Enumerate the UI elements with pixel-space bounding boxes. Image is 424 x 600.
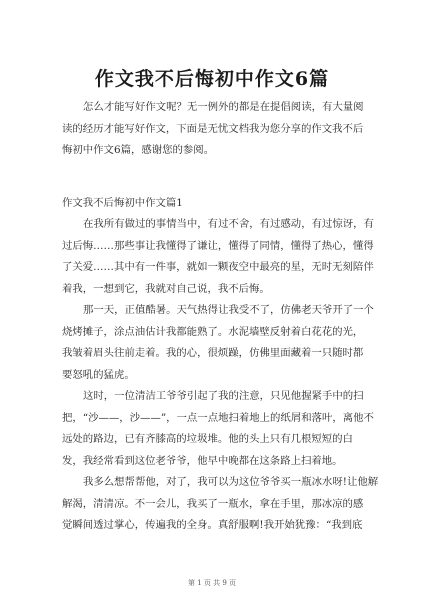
body-line: 我多么想帮帮他，对了，我可以为这位爷爷买一瓶冰水呀!让他解 xyxy=(83,476,379,488)
body-line: 解渴，清清凉。不一会儿，我买了一瓶水，拿在手里，那冰凉的感 xyxy=(62,497,364,510)
document-title: 作文我不后悔初中作文6篇 xyxy=(94,68,330,90)
body-line: 我皱着眉头往前走着。我的心，很烦躁，仿佛里面藏着一只随时都 xyxy=(62,347,364,359)
body-line: 远处的路边，已有齐膝高的垃圾堆。他的头上只有几根短短的白 xyxy=(62,433,353,445)
body-line: 了关爱……其中有一件事，就如一颗夜空中最亮的星，无时无刻陪伴 xyxy=(62,261,374,273)
intro-paragraph xyxy=(62,97,362,162)
body-line: 要怒吼的猛虎。 xyxy=(62,368,135,381)
intro-line: 怎么才能写好作文呢？无一例外的都是在提倡阅读，有大量阅 xyxy=(83,101,364,113)
body-line: 在我所有做过的事情当中，有过不舍，有过感动，有过惊讶，有 xyxy=(83,218,374,230)
body-line: 觉瞬间透过掌心，传遍我的全身。真舒服啊!我开始犹豫：“我到底 xyxy=(62,519,363,531)
intro-line: 读的经历才能写好作文，下面是无忧文档我为您分享的作文我不后 xyxy=(62,122,364,135)
body-line: 着我，一想到它，我就对自己说，我不后悔。 xyxy=(62,282,270,295)
intro-line: 悔初中作文6篇，感谢您的参阅。 xyxy=(62,144,215,156)
body-line: 那一天，正值酷暑。天气热得让我受不了，仿佛老天爷开了一个 xyxy=(83,304,374,316)
section-title: 作文我不后悔初中作文篇1 xyxy=(62,197,183,209)
essay-body xyxy=(62,214,379,537)
body-line: 烧烤摊子，涂点油估计我都能熟了。水泥墙壁反射着白花花的光， xyxy=(62,325,364,338)
page-footer: 第 1 页 共 9 页 xyxy=(187,579,237,587)
body-line: 这时，一位清洁工爷爷引起了我的注意，只见他握紧手中的扫 xyxy=(83,390,364,402)
body-line: 把，“沙——，沙——”，一点一点地扫着地上的纸屑和落叶，离他不 xyxy=(62,411,374,424)
body-line: 发，我经常看到这位老爷爷，他早中晚都在这条路上扫着地。 xyxy=(62,454,343,467)
body-line: 过后悔……那些事让我懂得了谦让，懂得了同情，懂得了热心，懂得 xyxy=(62,239,374,252)
